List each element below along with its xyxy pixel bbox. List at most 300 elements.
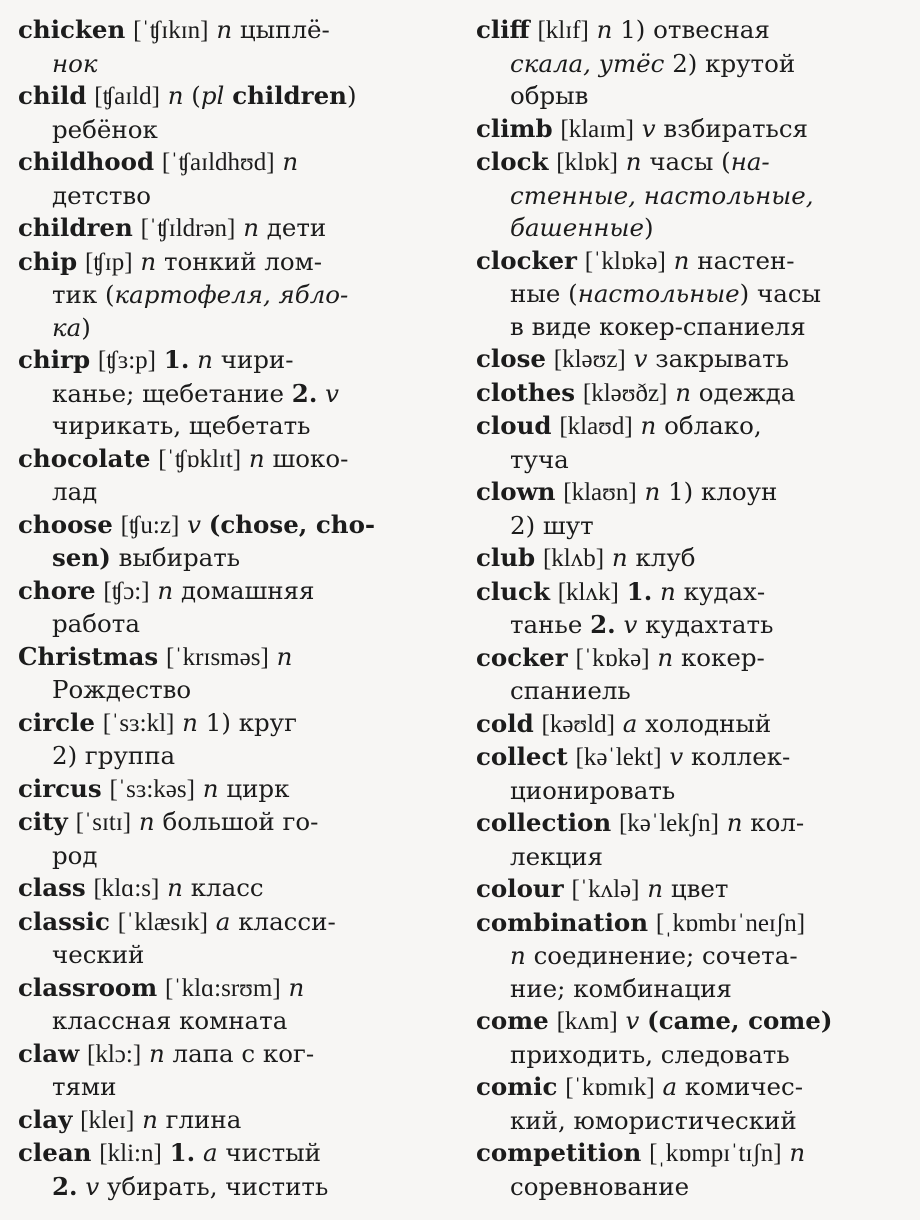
entry-line xyxy=(18,146,438,180)
bold-form: 1. xyxy=(169,1138,196,1167)
transcription: [klʌb] xyxy=(542,545,605,572)
dictionary-entry-children xyxy=(18,212,438,246)
part-of-speech: pl xyxy=(200,81,225,110)
translation-text: ) часы xyxy=(739,279,822,308)
transcription: [ʧɪp] xyxy=(84,248,133,276)
italic-gloss: скала, утёс xyxy=(510,48,665,78)
entry-line xyxy=(476,973,902,1006)
dictionary-entry-chore xyxy=(18,575,438,641)
entry-line xyxy=(18,246,438,280)
translation-text: тями xyxy=(52,1072,117,1101)
part-of-speech: n xyxy=(282,147,299,176)
headword: collect xyxy=(476,742,568,771)
translation-text: холодный xyxy=(645,708,772,738)
headword: climb xyxy=(476,113,553,143)
dictionary-entry-child xyxy=(18,80,438,146)
dictionary-entry-chirp xyxy=(18,344,438,443)
translation-text: кудах- xyxy=(683,576,766,606)
translation-text: род xyxy=(52,840,98,870)
translation-text: коллек- xyxy=(691,742,791,771)
translation-text: танье xyxy=(510,610,583,639)
headword: clean xyxy=(18,1138,92,1167)
translation-text: лад xyxy=(52,477,98,506)
part-of-speech: n xyxy=(510,941,526,970)
headword: classic xyxy=(18,906,110,936)
transcription: [kəˈlekt] xyxy=(575,744,662,771)
translation-text: кокер- xyxy=(680,642,765,672)
part-of-speech: n xyxy=(157,575,174,605)
part-of-speech: v xyxy=(625,1006,640,1035)
headword: claw xyxy=(18,1038,80,1068)
transcription: [klɑ:s] xyxy=(93,875,160,902)
part-of-speech: n xyxy=(596,15,613,44)
entry-line xyxy=(18,872,438,906)
dictionary-entry-colour xyxy=(476,873,902,907)
translation-text: ческий xyxy=(52,940,145,969)
part-of-speech: a xyxy=(662,1072,678,1101)
entry-line xyxy=(476,510,902,543)
entry-line xyxy=(18,542,438,575)
dictionary-entry-choose xyxy=(18,509,438,575)
translation-text: закрывать xyxy=(655,344,789,373)
entry-line xyxy=(476,14,902,48)
transcription: [klaʊd] xyxy=(559,413,633,440)
dictionary-entry-childhood xyxy=(18,146,438,212)
translation-text: кол- xyxy=(750,808,805,837)
part-of-speech: n xyxy=(138,807,155,836)
entry-line xyxy=(476,907,902,941)
entry-line xyxy=(476,278,902,311)
translation-text: клуб xyxy=(635,543,696,572)
translation-text: классная комната xyxy=(52,1006,288,1035)
transcription: [ʧu:z] xyxy=(120,511,180,539)
dictionary-entry-class xyxy=(18,872,438,906)
entry-line xyxy=(18,378,438,411)
transcription: [ˈklɑ:srʊm] xyxy=(165,974,281,1002)
part-of-speech: n xyxy=(140,246,157,276)
part-of-speech: v xyxy=(641,113,656,143)
entry-line xyxy=(18,1137,438,1171)
part-of-speech: n xyxy=(657,642,674,672)
headword: chicken xyxy=(18,15,126,44)
headword: comic xyxy=(476,1072,558,1101)
headword: clock xyxy=(476,147,549,176)
italic-gloss: картофеля, ябло- xyxy=(114,280,349,309)
translation-text: цвет xyxy=(670,874,729,903)
dictionary-entry-chip xyxy=(18,246,438,345)
translation-text: Рождество xyxy=(52,675,192,704)
translation-text: 1) xyxy=(205,707,231,737)
dictionary-entry-club xyxy=(476,542,902,576)
entry-line xyxy=(18,740,438,773)
entry-line xyxy=(18,80,438,114)
translation-text: ние; комбинация xyxy=(510,973,732,1003)
headword: clay xyxy=(18,1104,73,1134)
part-of-speech: n xyxy=(167,873,183,902)
dictionary-entry-chocolate xyxy=(18,443,438,509)
transcription: [klɪf] xyxy=(537,17,589,44)
translation-text: класси- xyxy=(238,906,336,936)
headword: choose xyxy=(18,509,113,539)
translation-text: домашняя xyxy=(180,575,315,605)
dictionary-entry-combination xyxy=(476,907,902,1006)
part-of-speech: n xyxy=(673,245,690,275)
entry-line xyxy=(476,642,902,676)
dictionary-entry-chicken xyxy=(18,14,438,80)
bold-form: sen) xyxy=(52,543,111,572)
headword: childhood xyxy=(18,147,155,176)
entry-line xyxy=(476,1137,902,1171)
translation-text: кудахтать xyxy=(645,610,774,639)
translation-text: кий, юмористический xyxy=(510,1105,797,1135)
entry-line xyxy=(18,279,438,312)
translation-text: глина xyxy=(165,1104,242,1134)
entry-line xyxy=(476,741,902,775)
headword: cluck xyxy=(476,576,550,606)
bold-form: (came, come) xyxy=(647,1006,833,1035)
entry-line xyxy=(476,377,902,411)
entry-line xyxy=(18,114,438,147)
entry-line xyxy=(18,906,438,940)
part-of-speech: n xyxy=(148,1038,165,1068)
dictionary-entry-classic xyxy=(18,906,438,972)
dictionary-entry-clean xyxy=(18,1137,438,1203)
translation-text: 1) клоун xyxy=(668,477,778,506)
dictionary-entry-cloud xyxy=(476,410,902,476)
part-of-speech: n xyxy=(647,874,664,903)
transcription: [ˈkʌlə] xyxy=(571,876,640,903)
entry-line xyxy=(18,1104,438,1138)
transcription: [kʌm] xyxy=(556,1008,618,1035)
part-of-speech: v xyxy=(85,1171,100,1201)
translation-text: выбирать xyxy=(118,543,241,572)
headword: chore xyxy=(18,575,96,605)
entry-line xyxy=(476,212,902,245)
translation-text: шоко- xyxy=(272,443,349,473)
translation-text: облако, xyxy=(664,411,762,440)
dictionary-entry-climb xyxy=(476,113,902,147)
bold-form: (chose, cho- xyxy=(208,509,376,539)
entry-line xyxy=(476,80,902,113)
transcription: [ˈkɒmɪk] xyxy=(565,1074,655,1101)
italic-gloss: башенные xyxy=(510,213,644,242)
headword: club xyxy=(476,543,536,572)
part-of-speech: v xyxy=(325,378,339,408)
transcription: [ˈsɜ:kəs] xyxy=(109,775,195,803)
transcription: [ˈsɜ:kl] xyxy=(102,709,175,737)
entry-line xyxy=(476,444,902,477)
translation-text: ) xyxy=(346,81,357,110)
dictionary-entry-claw xyxy=(18,1038,438,1104)
transcription: [ˈklæsɪk] xyxy=(117,908,208,936)
transcription: [ˈʧɪldrən] xyxy=(140,215,236,242)
headword: chirp xyxy=(18,345,91,374)
translation-text: убирать, чистить xyxy=(107,1171,329,1201)
dictionary-entry-clocker xyxy=(476,245,902,344)
headword: combination xyxy=(476,907,649,937)
headword: collection xyxy=(476,808,612,837)
dictionary-entry-cocker xyxy=(476,642,902,708)
translation-text: в виде кокер-спаниеля xyxy=(510,311,806,341)
dictionary-entry-circus xyxy=(18,773,438,807)
translation-text: детство xyxy=(52,180,151,210)
transcription: [ˈklɒkə] xyxy=(584,247,666,275)
translation-text: приходить, следовать xyxy=(510,1039,790,1069)
part-of-speech: n xyxy=(726,808,743,837)
entry-line xyxy=(18,476,438,509)
entry-line xyxy=(18,1005,438,1038)
entry-line xyxy=(18,1038,438,1072)
headword: clocker xyxy=(476,245,577,275)
translation-text: соединение; сочета- xyxy=(533,941,798,970)
bold-form: 1. xyxy=(626,576,653,606)
dictionary-entry-cluck xyxy=(476,576,902,642)
translation-text: одежда xyxy=(698,377,796,407)
entry-line xyxy=(18,312,438,345)
part-of-speech: a xyxy=(215,906,231,936)
entry-line xyxy=(476,476,902,510)
translation-text: 1) отвесная xyxy=(620,15,770,44)
entry-line xyxy=(476,940,902,973)
entry-line xyxy=(476,311,902,344)
part-of-speech: n xyxy=(644,477,661,506)
transcription: [klaʊn] xyxy=(563,479,637,506)
entry-line xyxy=(476,1071,902,1105)
translation-text: 2) шут xyxy=(510,510,594,540)
part-of-speech: n xyxy=(288,972,305,1002)
translation-text: чирикать, щебетать xyxy=(52,411,311,440)
entry-line xyxy=(18,674,438,707)
bold-form: children xyxy=(232,81,347,110)
part-of-speech: n xyxy=(675,377,691,407)
headword: clown xyxy=(476,477,556,506)
transcription: [ˌkɒmpɪˈtɪʃn] xyxy=(649,1140,782,1167)
part-of-speech: n xyxy=(167,81,184,110)
dictionary-entry-collect xyxy=(476,741,902,807)
entry-line xyxy=(476,146,902,180)
part-of-speech: n xyxy=(276,641,293,671)
part-of-speech: v xyxy=(669,742,684,771)
entry-line xyxy=(476,343,902,377)
entry-line xyxy=(18,410,438,443)
bold-form: 1. xyxy=(163,345,190,374)
entry-line xyxy=(18,575,438,609)
translation-text: круг xyxy=(238,707,297,737)
entry-line xyxy=(476,48,902,81)
entry-line xyxy=(18,641,438,675)
entry-line xyxy=(18,972,438,1006)
translation-text: лекция xyxy=(510,841,603,871)
transcription: [ˈkɒkə] xyxy=(575,644,650,672)
dictionary-entry-classroom xyxy=(18,972,438,1038)
headword: cold xyxy=(476,708,534,738)
italic-gloss: ка xyxy=(52,312,82,342)
dictionary-entry-christmas xyxy=(18,641,438,707)
translation-text: цыплё- xyxy=(239,15,330,44)
part-of-speech: n xyxy=(789,1138,806,1167)
entry-line xyxy=(476,410,902,444)
transcription: [ˈʧɒklɪt] xyxy=(158,445,242,473)
translation-text: чистый xyxy=(225,1138,322,1167)
transcription: [klaɪm] xyxy=(560,115,634,143)
entry-line xyxy=(18,443,438,477)
headword: chip xyxy=(18,246,78,276)
transcription: [ˈsɪtɪ] xyxy=(75,809,132,836)
translation-text: ные ( xyxy=(510,279,578,308)
part-of-speech: n xyxy=(640,411,657,440)
part-of-speech: n xyxy=(625,147,642,176)
entry-line xyxy=(476,1105,902,1138)
entry-line xyxy=(18,707,438,741)
transcription: [ʧɔ:] xyxy=(103,577,150,605)
dictionary-entry-close xyxy=(476,343,902,377)
part-of-speech: a xyxy=(622,708,638,738)
bold-form: 2. xyxy=(291,378,318,408)
entry-line xyxy=(476,675,902,708)
transcription: [kləʊz] xyxy=(553,346,626,373)
entry-line xyxy=(476,180,902,213)
headword: colour xyxy=(476,874,564,903)
entry-line xyxy=(18,773,438,807)
headword: class xyxy=(18,873,86,902)
part-of-speech: a xyxy=(202,1138,218,1167)
part-of-speech: n xyxy=(248,443,265,473)
transcription: [klɒk] xyxy=(556,149,618,176)
translation-text: комичес- xyxy=(684,1072,804,1101)
headword: competition xyxy=(476,1138,642,1167)
part-of-speech: n xyxy=(197,345,213,374)
dictionary-entry-city xyxy=(18,806,438,872)
part-of-speech: v xyxy=(633,344,648,373)
bold-form: 2. xyxy=(52,1171,78,1201)
headword: classroom xyxy=(18,972,158,1002)
entry-line xyxy=(18,48,438,81)
translation-text: тик ( xyxy=(52,280,115,309)
headword: come xyxy=(476,1006,549,1035)
transcription: [ˈkrɪsməs] xyxy=(166,643,269,671)
transcription: [ˈʧaɪldhʊd] xyxy=(161,149,275,176)
dictionary-column-left xyxy=(18,14,438,1203)
translation-text: туча xyxy=(510,444,569,474)
translation-text: ) xyxy=(644,213,654,242)
transcription: [kli:n] xyxy=(99,1140,162,1167)
headword: circle xyxy=(18,707,95,737)
transcription: [ʧɜ:p] xyxy=(97,347,156,374)
entry-line xyxy=(476,1171,902,1204)
translation-text: дети xyxy=(266,213,327,242)
transcription: [ʧaɪld] xyxy=(94,83,160,110)
translation-text: ( xyxy=(191,81,201,110)
transcription: [kleɪ] xyxy=(80,1106,135,1134)
headword: children xyxy=(18,213,133,242)
translation-text: 2) крутой xyxy=(672,48,796,78)
entry-line xyxy=(476,576,902,610)
dictionary-entry-competition xyxy=(476,1137,902,1203)
entry-line xyxy=(476,873,902,907)
entry-line xyxy=(18,14,438,48)
dictionary-entry-clock xyxy=(476,146,902,245)
entry-line xyxy=(18,1171,438,1204)
transcription: [ˈʧɪkɪn] xyxy=(133,17,209,44)
headword: city xyxy=(18,807,68,836)
entry-line xyxy=(18,1071,438,1104)
translation-text: обрыв xyxy=(510,81,589,110)
headword: chocolate xyxy=(18,443,151,473)
dictionary-entry-cold xyxy=(476,708,902,742)
part-of-speech: n xyxy=(611,543,628,572)
part-of-speech: v xyxy=(623,610,638,639)
transcription: [klɔ:] xyxy=(87,1040,142,1068)
translation-text: цирк xyxy=(226,773,290,803)
dictionary-entry-clothes xyxy=(476,377,902,411)
part-of-speech: n xyxy=(660,576,676,606)
headword: cocker xyxy=(476,642,568,672)
translation-text: тонкий лом- xyxy=(163,246,322,276)
italic-gloss: стенные, настольные, xyxy=(510,180,814,210)
dictionary-column-right xyxy=(476,14,902,1203)
transcription: [klʌk] xyxy=(557,578,619,606)
dictionary-entry-comic xyxy=(476,1071,902,1137)
translation-text: работа xyxy=(52,609,140,638)
translation-text: большой го- xyxy=(162,807,319,836)
entry-line xyxy=(476,245,902,279)
italic-gloss: на- xyxy=(730,147,770,176)
entry-line xyxy=(476,775,902,808)
part-of-speech: n xyxy=(142,1104,158,1134)
translation-text: чири- xyxy=(220,345,294,374)
headword: Christmas xyxy=(18,641,159,671)
entry-line xyxy=(476,1039,902,1072)
transcription: [kəʊld] xyxy=(541,710,615,738)
headword: cloud xyxy=(476,411,552,440)
entry-line xyxy=(476,542,902,576)
transcription: [kləʊðz] xyxy=(582,379,668,407)
bold-form: 2. xyxy=(590,610,616,639)
transcription: [kəˈlekʃn] xyxy=(618,810,719,837)
translation-text: взбираться xyxy=(663,113,809,143)
entry-line xyxy=(476,841,902,874)
headword: clothes xyxy=(476,377,576,407)
translation-text: лапа с ког- xyxy=(172,1038,315,1068)
part-of-speech: n xyxy=(216,15,233,44)
dictionary-entry-cliff xyxy=(476,14,902,113)
entry-line xyxy=(476,1005,902,1039)
translation-text: ционировать xyxy=(510,775,676,805)
translation-text: ) xyxy=(81,312,91,342)
entry-line xyxy=(18,509,438,543)
translation-text: 2) группа xyxy=(52,741,176,770)
dictionary-entry-collection xyxy=(476,807,902,873)
translation-text: ребёнок xyxy=(52,114,158,144)
entry-line xyxy=(476,609,902,642)
entry-line xyxy=(18,180,438,213)
entry-line xyxy=(476,807,902,841)
translation-text: спаниель xyxy=(510,676,631,705)
entry-line xyxy=(18,806,438,840)
translation-text: класс xyxy=(190,873,264,902)
entry-line xyxy=(18,939,438,972)
part-of-speech: n xyxy=(202,773,219,803)
part-of-speech: v xyxy=(187,509,201,539)
entry-line xyxy=(476,708,902,742)
headword: child xyxy=(18,81,87,110)
entry-line xyxy=(18,344,438,378)
translation-text: часы ( xyxy=(649,147,731,176)
headword: cliff xyxy=(476,15,530,44)
dictionary-entry-circle xyxy=(18,707,438,773)
italic-gloss: настольные xyxy=(577,279,740,308)
part-of-speech: n xyxy=(243,213,259,242)
